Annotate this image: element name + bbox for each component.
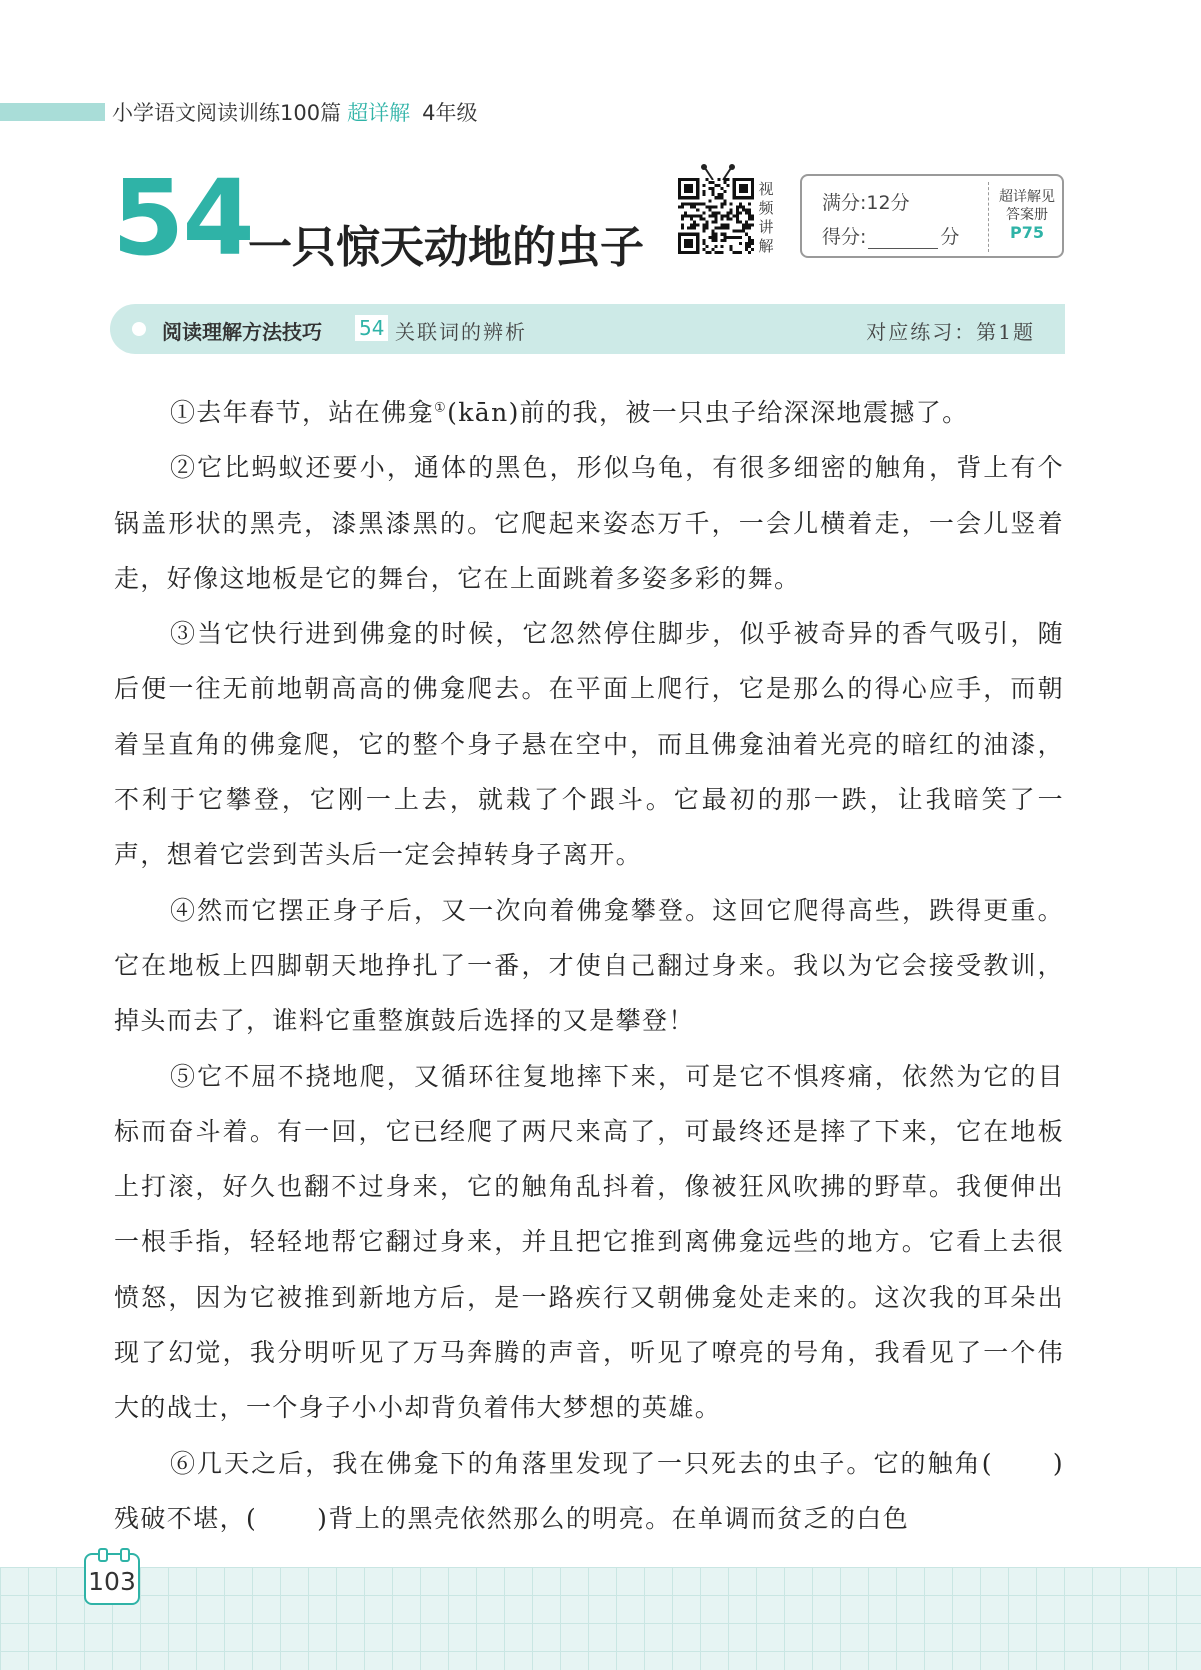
- answer-reference: [992, 188, 1062, 242]
- lesson-title: 一只惊天动地的虫子: [248, 222, 644, 273]
- paragraph-6: [114, 1436, 1064, 1547]
- paragraph-3: ③当它快行进到佛龛的时候，它忽然停住脚步，似乎被奇异的香气吸引，随后便一往无前地朝高高的佛龛爬去。在平面上爬行，它是那么的得心应手，而朝着呈直角的佛龛爬，它的整个身子悬在空中，而且佛龛油着光亮的暗红的油漆，不利于它攀登，它刚一上去，就栽了个跟斗。它最初的那一跌，让我暗笑了一声，想着它尝到苦头后一定会掉转身子离开。: [114, 619, 1064, 870]
- method-banner: [110, 304, 1065, 354]
- qr-code-icon[interactable]: [678, 178, 754, 254]
- paragraph-1: [114, 385, 1064, 440]
- qr-label-char: 视: [758, 180, 774, 198]
- method-label: 阅读理解方法技巧: [162, 320, 322, 344]
- binder-ring-icon: [98, 1548, 108, 1562]
- paragraph-text: )残破不堪，(: [114, 1448, 1064, 1533]
- qr-label-char: 讲: [758, 218, 774, 236]
- lesson-number: 54: [112, 157, 253, 279]
- method-topic: 关联词的辨析: [395, 320, 527, 344]
- score-divider: [988, 182, 989, 252]
- header-accent-bar: [0, 103, 105, 121]
- score-field: [822, 222, 959, 249]
- paragraph-text: )背上的黑壳依然那么的明亮。在单调而贫乏的白色: [317, 1503, 910, 1533]
- footnote-marker[interactable]: ①: [434, 400, 448, 416]
- score-label: 得分:: [822, 226, 867, 248]
- paragraph-text: ①去年春节，站在佛龛: [170, 398, 435, 427]
- qr-label-char: 解: [758, 237, 774, 255]
- bullet-dot-icon: [132, 322, 146, 336]
- binder-ring-icon: [120, 1548, 130, 1562]
- article-body: [114, 385, 1064, 1546]
- method-number: 54: [355, 315, 388, 341]
- answer-ref-line2: 答案册: [1006, 207, 1048, 223]
- paragraph-text: ⑥几天之后，我在佛龛下的角落里发现了一只死去的虫子。它的触角(: [170, 1448, 993, 1478]
- series-name: 小学语文阅读训练100篇: [112, 101, 342, 125]
- score-blank[interactable]: [868, 230, 938, 249]
- answer-ref-line1: 超详解见: [999, 189, 1055, 205]
- footer-grid: [0, 1567, 1201, 1670]
- full-score: 满分:12分: [822, 192, 910, 214]
- score-box: [800, 174, 1064, 258]
- paragraph-4: ④然而它摆正身子后，又一次向着佛龛攀登。这回它爬得高些，跌得更重。它在地板上四脚朝天地挣扎了一番，才使自己翻过身来。我以为它会接受教训，掉头而去了，谁料它重整旗鼓后选择的又是攀登！: [114, 895, 1064, 1036]
- page-number-badge: [84, 1553, 140, 1605]
- paragraph-5: ⑤它不屈不挠地爬，又循环往复地摔下来，可是它不惧疼痛，依然为它的目标而奋斗着。有一回，它已经爬了两尺来高了，可最终还是摔了下来，它在地板上打滚，好久也翻不过身来，它的触角乱抖着，像被狂风吹拂的野草。我便伸出一根手指，轻轻地帮它翻过身来，并且把它推到离佛龛远些的地方。它看上去很愤怒，因为它被推到新地方后，是一路疾行又朝佛龛处走来的。这次我的耳朵出现了幻觉，我分明听见了万马奔腾的声音，听见了嘹亮的号角，我看见了一个伟大的战士，一个身子小小却背负着伟大梦想的英雄。: [114, 1061, 1064, 1423]
- video-explain-label: [756, 180, 776, 256]
- paragraph-2: ②它比蚂蚁还要小，通体的黑色，形似乌龟，有很多细密的触角，背上有个锅盖形状的黑壳，漆黑漆黑的。它爬起来姿态万千，一会儿横着走，一会儿竖着走，好像这地板是它的舞台，它在上面跳着多姿多彩的舞。: [114, 453, 1064, 593]
- score-unit: 分: [940, 226, 960, 248]
- series-highlight: 超详解: [347, 101, 411, 125]
- practice-reference: 对应练习：第1题: [866, 320, 1035, 344]
- series-title: [112, 97, 477, 127]
- series-grade: 4年级: [422, 101, 478, 125]
- page-number: 103: [88, 1567, 136, 1596]
- qr-label-char: 频: [758, 199, 774, 217]
- paragraph-text: (kān)前的我，被一只虫子给深深地震撼了。: [447, 398, 969, 427]
- answer-page: P75: [1010, 223, 1044, 242]
